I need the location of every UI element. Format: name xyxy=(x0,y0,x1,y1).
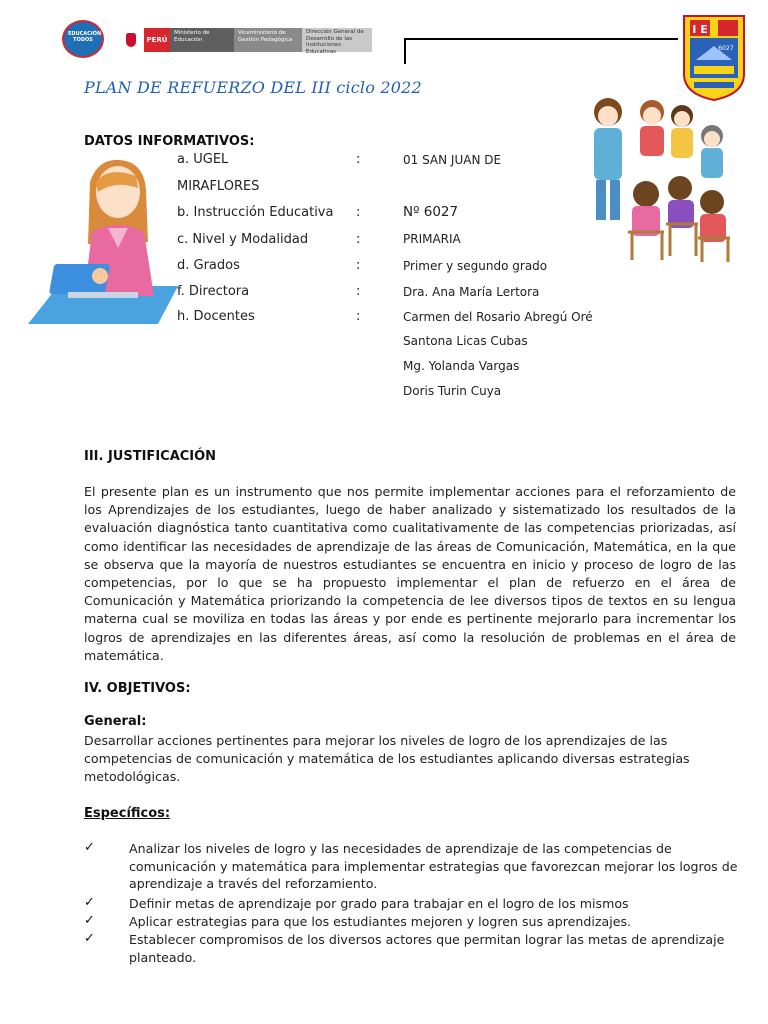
education-logo xyxy=(62,20,104,58)
shield-icon xyxy=(118,28,144,52)
check-icon: ✓ xyxy=(84,895,95,910)
datos-heading: DATOS INFORMATIVOS: xyxy=(84,134,255,149)
docente-name: Mg. Yolanda Vargas xyxy=(403,359,520,373)
school-badge xyxy=(680,14,748,102)
datos-label: f. Directora xyxy=(177,284,250,299)
check-icon: ✓ xyxy=(84,840,95,855)
check-icon: ✓ xyxy=(84,913,95,928)
docente-name: Santona Licas Cubas xyxy=(403,334,528,348)
direction-label: Dirección General de Desarrollo de las Instituciones Educativas xyxy=(302,28,372,52)
ministry-banner xyxy=(118,28,372,55)
children-illustration xyxy=(576,92,736,264)
datos-separator: : xyxy=(356,309,361,324)
datos-separator: : xyxy=(356,258,361,273)
general-label: General: xyxy=(84,714,147,729)
datos-label: b. Instrucción Educativa xyxy=(177,205,334,220)
datos-value: Dra. Ana María Lertora xyxy=(403,285,540,299)
vice-ministry-label: Viceministerio de Gestión Pedagógica xyxy=(234,28,302,52)
especifico-item: Establecer compromisos de los diversos actores que permitan lograr las metas de aprendizaje planteado. xyxy=(129,932,725,965)
objetivos-heading: IV. OBJETIVOS: xyxy=(84,681,191,696)
badge-letter-i: I E xyxy=(692,23,708,36)
docente-name: Doris Turin Cuya xyxy=(403,384,502,398)
datos-value: PRIMARIA xyxy=(403,232,461,246)
especifico-item: Aplicar estrategias para que los estudiantes mejoren y logren sus aprendizajes. xyxy=(129,914,632,929)
teacher-illustration xyxy=(28,152,178,328)
datos-label: MIRAFLORES xyxy=(177,179,260,194)
datos-label: a. UGEL xyxy=(177,152,229,167)
datos-value: Nº 6027 xyxy=(403,204,459,220)
datos-value: Primer y segundo grado xyxy=(403,259,548,273)
datos-value: Carmen del Rosario Abregú Oré xyxy=(403,310,593,324)
header-divider xyxy=(404,38,406,64)
especifico-item: Definir metas de aprendizaje por grado para trabajar en el logro de los mismos xyxy=(129,896,629,911)
datos-separator: : xyxy=(356,284,361,299)
check-icon: ✓ xyxy=(84,931,95,946)
header-rule xyxy=(404,38,678,40)
datos-separator: : xyxy=(356,205,361,220)
ministry-label: Ministerio de Educación xyxy=(170,28,234,52)
datos-separator: : xyxy=(356,152,361,167)
especificos-label: Específicos: xyxy=(84,806,171,821)
datos-label: d. Grados xyxy=(177,258,240,273)
general-text: Desarrollar acciones pertinentes para mejorar los niveles de logro de los aprendizajes de las competencias de comunicación y matemática de los estudiantes aplicando diversas estrategias metodológicas. xyxy=(84,733,690,785)
datos-label: c. Nivel y Modalidad xyxy=(177,232,309,247)
peru-label: PERÚ xyxy=(144,28,170,52)
justificacion-text: El presente plan es un instrumento que nos permite implementar acciones para el reforzamiento de los Aprendizajes de los estudiantes, luego de haber analizado y sistematizado los resultados de la evaluación diagnóstica tanto cuantitativa como cualitativamente de las competencias priorizadas, así como identificar las necesidades de aprendizaje de las áreas de Comunicación, Matemática, en la que se observa que la mayoría de nuestros estudiantes se encuentra en inicio y proceso de logro de las competencias, por lo que se ha propuesto implementar el plan de refuerzo en el área de Comunicación y Matemática priorizando la competencia de lee diversos tipos de textos en su lengua materna cual se moviliza en todas las áreas y por ende es pertinente mejorarlo para incrementar los logros de aprendizajes en las diferentes áreas, así como la resolución de problemas en el área de matemática. xyxy=(84,484,736,663)
justificacion-heading: III. JUSTIFICACIÓN xyxy=(84,449,217,464)
especifico-item: Analizar los niveles de logro y las necesidades de aprendizaje de las competencias de comunicación y matemática para implementar estrategias que favorezcan mejorar los logros de aprendizaje a través del reforzamiento. xyxy=(129,841,738,891)
document-title: PLAN DE REFUERZO DEL III ciclo 2022 xyxy=(84,78,422,97)
badge-number: 6027 xyxy=(718,45,734,52)
datos-separator: : xyxy=(356,232,361,247)
datos-label: h. Docentes xyxy=(177,309,255,324)
education-logo-text: EDUCACIÓN TODOS xyxy=(68,31,102,43)
datos-value: 01 SAN JUAN DE xyxy=(403,153,502,167)
